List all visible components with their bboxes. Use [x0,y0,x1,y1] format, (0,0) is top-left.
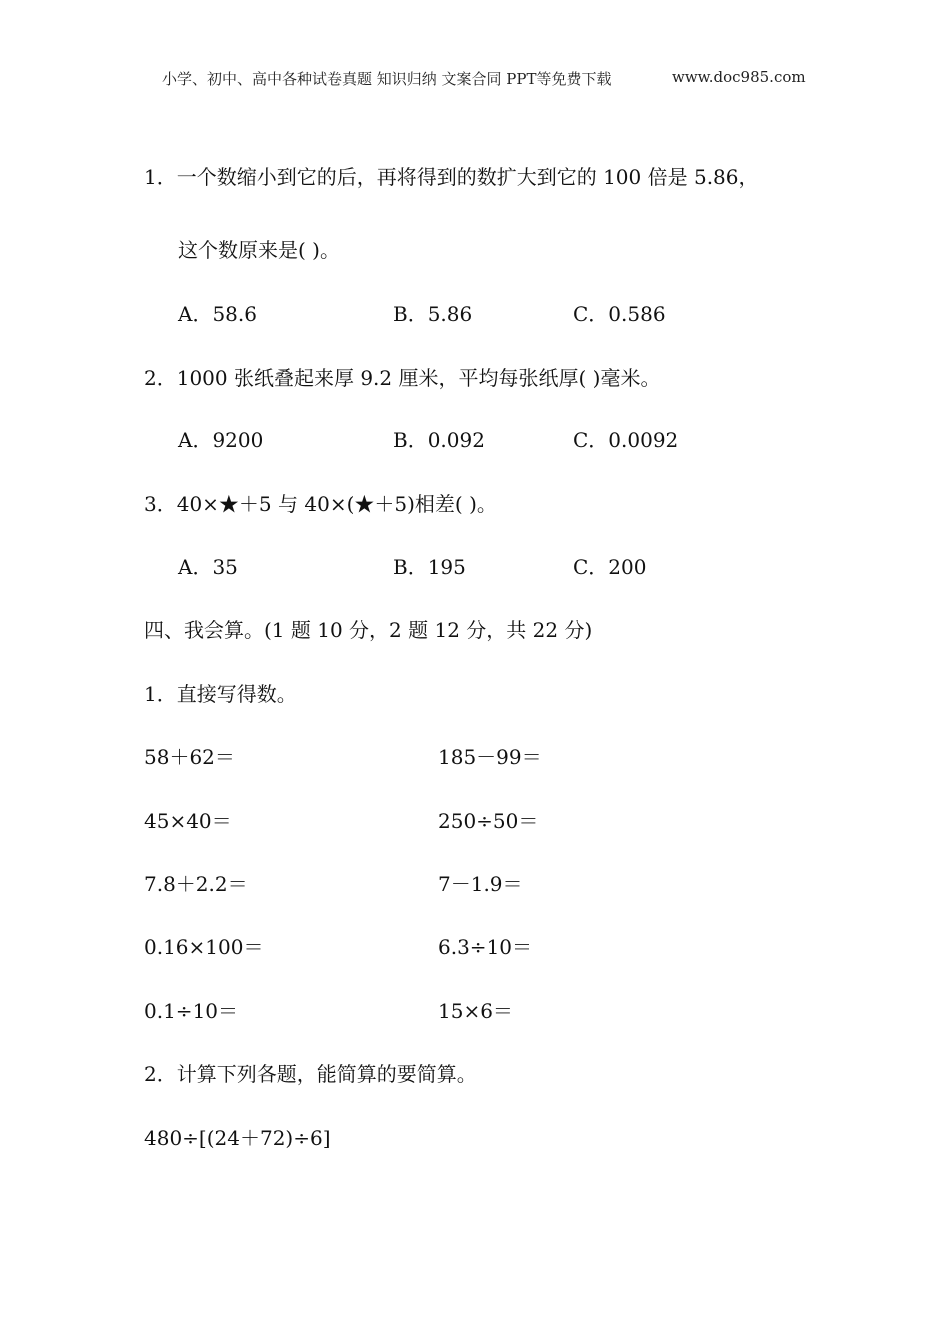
calc-row-5-right: 15×6＝ [438,999,513,1023]
question-1-option-a: A．58.6 [178,302,257,326]
question-3-option-b: B．195 [393,555,466,579]
part-2-title: 2．计算下列各题，能简算的要简算。 [144,1062,477,1086]
header-url: www.doc985.com [672,68,806,86]
calc-row-3-left: 7.8＋2.2＝ [144,872,248,896]
question-2-option-c: C．0.0092 [573,428,679,452]
part-2-expression: 480÷[(24＋72)÷6] [144,1126,331,1150]
calc-row-5-left: 0.1÷10＝ [144,999,239,1023]
calc-row-4-left: 0.16×100＝ [144,935,264,959]
question-2-option-b: B．0.092 [393,428,485,452]
calc-row-2-left: 45×40＝ [144,809,232,833]
question-3-option-c: C．200 [573,555,647,579]
header-tagline: 小学、初中、高中各种试卷真题 知识归纳 文案合同 PPT等免费下载 [162,70,612,88]
calc-row-2-right: 250÷50＝ [438,809,539,833]
question-1-option-b: B．5.86 [393,302,473,326]
question-2-option-a: A．9200 [178,428,264,452]
calc-row-3-right: 7－1.9＝ [438,872,523,896]
calc-row-4-right: 6.3÷10＝ [438,935,533,959]
question-2-text: 2．1000 张纸叠起来厚 9.2 厘米，平均每张纸厚( )毫米。 [144,366,661,390]
question-1-line-1: 1．一个数缩小到它的后，再将得到的数扩大到它的 100 倍是 5.86， [144,165,759,189]
calc-row-1-right: 185－99＝ [438,745,542,769]
question-3-text: 3．40×★＋5 与 40×(★＋5)相差( )。 [144,492,497,516]
section-4-title: 四、我会算。(1 题 10 分，2 题 12 分，共 22 分) [144,618,593,642]
question-1-line-2: 这个数原来是( )。 [178,238,340,262]
question-1-option-c: C．0.586 [573,302,666,326]
question-3-option-a: A．35 [178,555,238,579]
calc-row-1-left: 58＋62＝ [144,745,235,769]
part-1-title: 1．直接写得数。 [144,682,297,706]
